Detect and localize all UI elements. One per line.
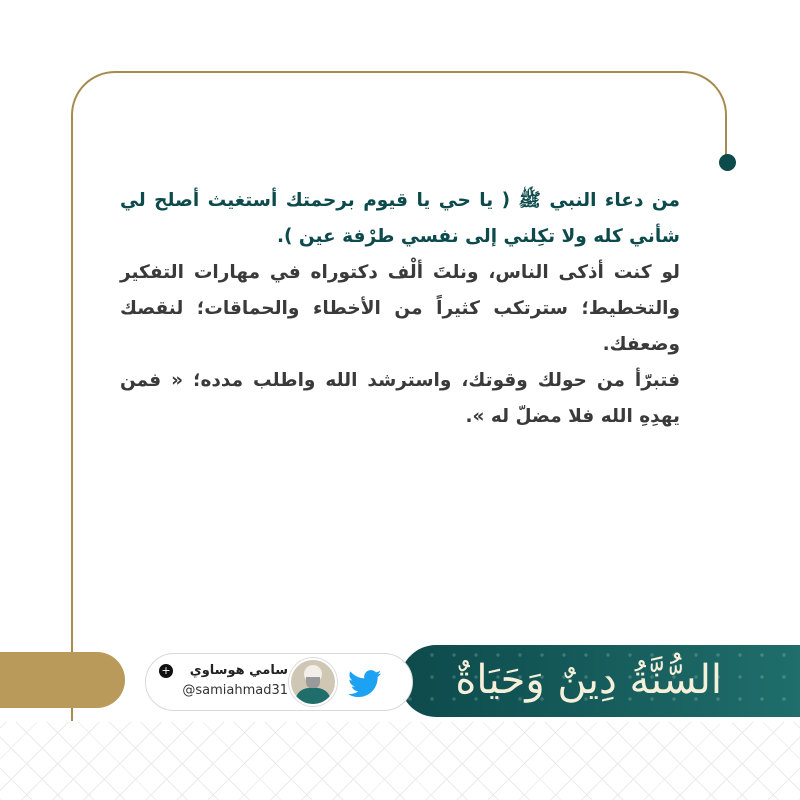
author-avatar[interactable]: [289, 658, 337, 706]
author-handle[interactable]: @samiahmad31: [182, 683, 288, 698]
brand-slogan: السُّنَّةُ دِينٌ وَحَيَاةٌ: [455, 657, 722, 703]
post-text: [120, 183, 680, 435]
hadith-quote: من دعاء النبي ﷺ ( يا حي يا قيوم برحمتك أستغيث أصلح لي شأني كله ولا تكِلني إلى نفسي طرْفة عين ).: [120, 190, 680, 247]
paragraph-2: فتبرّأ من حولك وقوتك، واسترشد الله واطلب مدده؛ « فمن يهدِهِ الله فلا مضلّ له ».: [120, 370, 680, 427]
frame-dot: [719, 154, 736, 171]
decorative-pattern: [0, 722, 800, 800]
author-name[interactable]: سامي هوساوي: [189, 663, 288, 678]
twitter-bird-icon[interactable]: [348, 670, 382, 698]
brand-banner: [400, 645, 800, 717]
avatar-body: [295, 688, 331, 706]
plus-badge-icon[interactable]: +: [159, 664, 173, 678]
paragraph-1: لو كنت أذكى الناس، ونلتَ ألْف دكتوراه في مهارات التفكير والتخطيط؛ سترتكب كثيراً من الأخطاء والحماقات؛ لنقصك وضعفك.: [120, 262, 680, 355]
gold-accent-bar: [0, 652, 125, 708]
